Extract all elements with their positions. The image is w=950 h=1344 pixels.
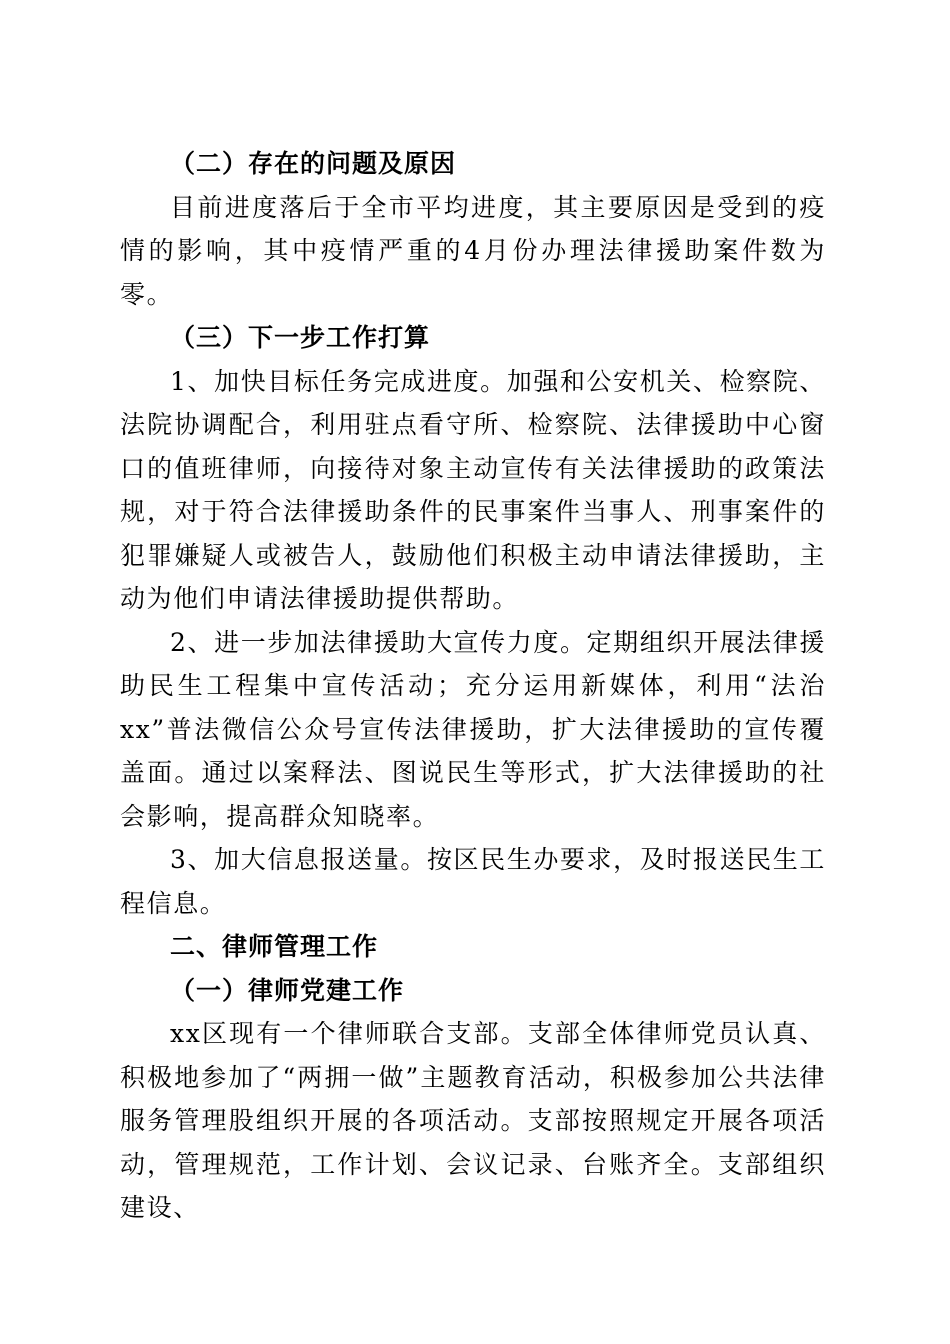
paragraph-plan-item-3: 3、加大信息报送量。按区民生办要求，及时报送民生工程信息。: [120, 845, 826, 918]
paragraph-progress-behind: 目前进度落后于全市平均进度，其主要原因是受到的疫情的影响，其中疫情严重的4月份办理法律援助案件数为零。: [120, 192, 826, 309]
subheading-next-step-plan: （三）下一步工作打算: [170, 323, 431, 352]
paragraph-party-branch: xx区现有一个律师联合支部。支部全体律师党员认真、积极地参加了“两拥一做”主题教育活动，积极参加公共法律服务管理股组织开展的各项活动。支部按照规定开展各项活动，管理规范，工作计划、会议记录、台账齐全。支部组织建设、: [120, 1019, 826, 1222]
subheading-lawyer-party-building: （一）律师党建工作: [170, 975, 405, 1005]
subheading-problems-and-causes: （二）存在的问题及原因: [170, 149, 457, 178]
paragraph-plan-item-2: 2、进一步加法律援助大宣传力度。定期组织开展法律援助民生工程集中宣传活动；充分运用新媒体，利用“法治xx”普法微信公众号宣传法律援助，扩大法律援助的宣传覆盖面。通过以案释法、图说民生等形式，扩大法律援助的社会影响，提高群众知晓率。: [120, 627, 826, 831]
paragraph-plan-item-1: 1、加快目标任务完成进度。加强和公安机关、检察院、法院协调配合，利用驻点看守所、检察院、法律援助中心窗口的值班律师，向接待对象主动宣传有关法律援助的政策法规，对于符合法律援助条件的民事案件当事人、刑事案件的犯罪嫌疑人或被告人，鼓励他们积极主动申请法律援助，主动为他们申请法律援助提供帮助。: [120, 366, 826, 613]
document-body: [120, 142, 826, 1230]
section-heading-lawyer-management: 二、律师管理工作: [170, 932, 379, 961]
